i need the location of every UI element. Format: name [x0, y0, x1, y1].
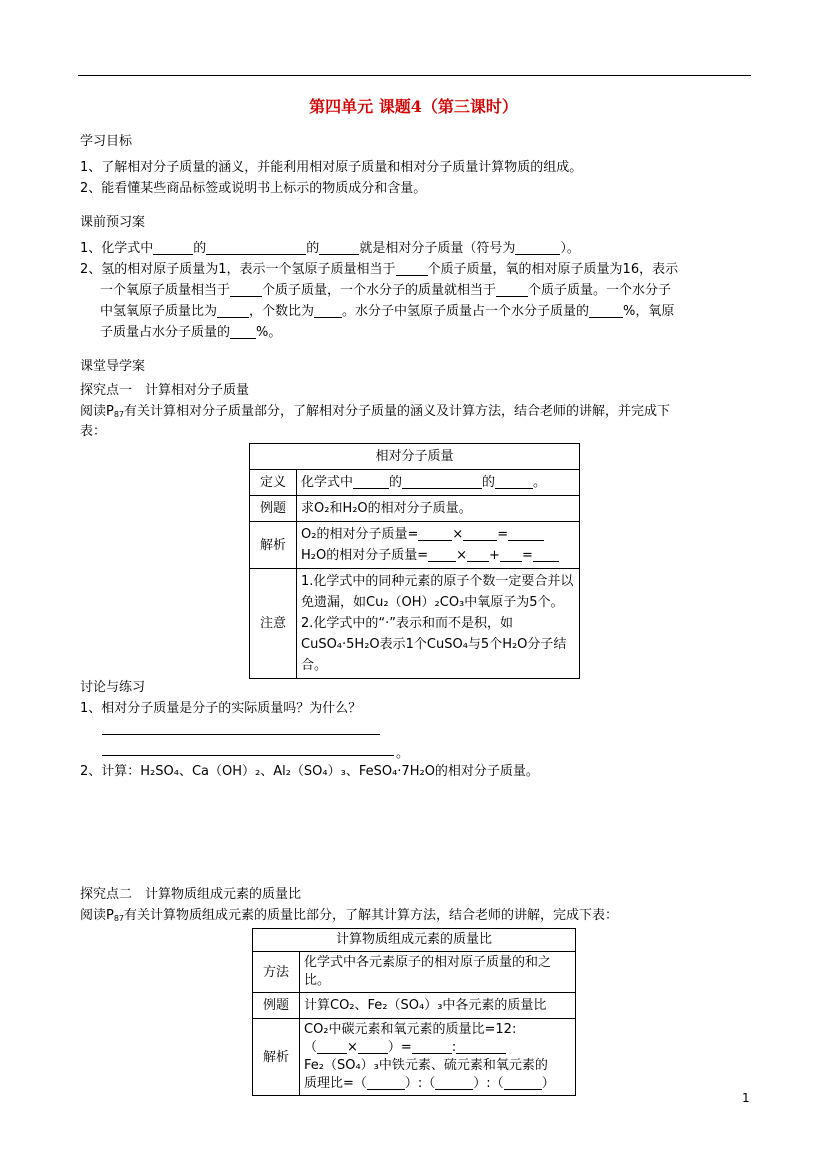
reading-text: 有关计算相对分子质量部分，了解相对分子质量的涵义及计算方法，结合老师的讲解，并完成下 — [124, 404, 671, 419]
point1-reading-end: 表： — [80, 424, 107, 439]
blank — [153, 240, 193, 255]
blank — [495, 474, 533, 489]
analysis-text: × — [347, 1040, 358, 1055]
header-rule — [78, 75, 751, 76]
preview-q2-text: 子质量占水分子质量的 — [100, 325, 231, 340]
reading-text: 阅读P — [80, 908, 114, 923]
analysis-line-1: CO₂中碳元素和氧元素的质量比=12: — [304, 1022, 517, 1037]
blank — [230, 282, 262, 297]
blank — [206, 240, 306, 255]
point1-heading: 探究点一 计算相对分子质量 — [80, 383, 250, 398]
method-cell: 化学式中各元素原子的相对原子质量的和之比。 — [300, 952, 576, 993]
preview-q1-text: 1、化学式中 — [80, 241, 154, 256]
point2-heading: 探究点二 计算物质组成元素的质量比 — [80, 887, 302, 902]
analysis-cell — [300, 1019, 576, 1096]
analysis-text: × — [456, 548, 468, 563]
preview-q1-text: ）。 — [560, 241, 580, 256]
row-label-example: 例题 — [253, 993, 300, 1019]
page-ref: 87 — [113, 410, 125, 419]
blank — [396, 261, 428, 276]
blank — [402, 474, 482, 489]
analysis-text: （ — [304, 1040, 318, 1055]
answer-line-2 — [102, 755, 394, 756]
example-cell: 求O₂和H₂O的相对分子质量。 — [297, 496, 580, 522]
example-cell: 计算CO₂、Fe₂（SO₄）₃中各元素的质量比 — [300, 993, 576, 1019]
preview-q2-line2 — [100, 280, 671, 302]
blank — [418, 526, 452, 541]
note-1: 1.化学式中的同种元素的原子个数一定要合并以免遗漏，如Cu₂（OH）₂CO₃中氧原子为5个。 — [301, 574, 574, 610]
relative-molecular-mass-table — [249, 443, 580, 679]
reading-text: 阅读P — [80, 404, 114, 419]
discussion-q1: 1、相对分子质量是分子的实际质量吗？为什么？ — [80, 701, 362, 716]
table-header: 相对分子质量 — [250, 444, 580, 470]
analysis-text: H₂O的相对分子质量= — [301, 548, 429, 563]
blank — [319, 240, 359, 255]
preview-q2-text: ，个数比为 — [249, 304, 315, 319]
discussion-heading: 讨论与练习 — [80, 680, 146, 695]
blank — [508, 526, 544, 541]
definition-text: 。 — [533, 475, 547, 490]
analysis-line-1 — [301, 524, 575, 545]
preview-q2-line4 — [100, 322, 281, 344]
definition-cell — [297, 470, 580, 496]
goal-item-2: 2、能看懂某些商品标签或说明书上标示的物质成分和含量。 — [80, 181, 427, 196]
preview-q1 — [80, 238, 580, 260]
preview-q2-line3 — [100, 301, 674, 323]
notes-cell — [297, 569, 580, 679]
analysis-text: : — [451, 1040, 457, 1055]
row-label-definition: 定义 — [250, 470, 297, 496]
blank — [500, 547, 522, 562]
row-label-analysis: 解析 — [250, 522, 297, 569]
preview-q2-text: 一个氧原子质量相当于 — [100, 283, 231, 298]
analysis-line-2 — [301, 545, 575, 566]
preview-q2-text: %，氧原 — [623, 304, 675, 319]
preview-q2-line1 — [80, 259, 678, 281]
preview-q2-text: 2、氢的相对原子质量为1，表示一个氢原子质量相当于 — [80, 262, 396, 277]
point1-reading — [80, 401, 670, 426]
definition-text: 的 — [389, 475, 403, 490]
preview-q1-text: 的 — [193, 241, 207, 256]
point2-reading — [80, 905, 618, 930]
analysis-text: = — [521, 548, 533, 563]
row-label-analysis: 解析 — [253, 1019, 300, 1096]
analysis-cell — [297, 522, 580, 569]
blank — [314, 303, 342, 318]
discussion-q2: 2、计算：H₂SO₄、Ca（OH）₂、Al₂（SO₄）₃、FeSO₄·7H₂O的相对分子质量。 — [80, 764, 539, 779]
analysis-text: ）:（ — [473, 1076, 504, 1091]
analysis-text: O₂的相对分子质量= — [301, 527, 419, 542]
blank — [358, 1039, 388, 1054]
definition-text: 的 — [482, 475, 496, 490]
goals-heading: 学习目标 — [80, 134, 133, 149]
preview-q2-text: 个质子质量。一个水分子 — [528, 283, 672, 298]
blank — [367, 1075, 405, 1090]
blank — [435, 1075, 473, 1090]
mass-ratio-table — [252, 928, 576, 1096]
definition-text: 化学式中 — [301, 475, 354, 490]
blank — [533, 547, 559, 562]
page-title: 第四单元 课题4（第三课时） — [309, 97, 518, 116]
blank — [217, 303, 249, 318]
analysis-line-3: Fe₂（SO₄）₃中铁元素、硫元素和氧元素的 — [304, 1058, 548, 1073]
page-number: 1 — [742, 1091, 750, 1105]
blank — [496, 282, 528, 297]
class-guide-heading: 课堂导学案 — [80, 359, 146, 374]
blank — [456, 1039, 506, 1054]
blank — [589, 303, 623, 318]
goal-item-1: 1、了解相对分子质量的涵义，并能利用相对原子质量和相对分子质量计算物质的组成。 — [80, 160, 583, 175]
analysis-line-2 — [304, 1039, 571, 1057]
analysis-text: ）= — [387, 1040, 412, 1055]
preview-q2-text: 。水分子中氢原子质量占一个水分子质量的 — [342, 304, 590, 319]
blank — [515, 240, 560, 255]
preview-q1-text: 就是相对分子质量（符号为 — [359, 241, 516, 256]
analysis-text: ）:（ — [404, 1076, 436, 1091]
blank — [412, 1039, 452, 1054]
analysis-text: + — [489, 548, 500, 563]
blank — [353, 474, 389, 489]
analysis-text: ） — [541, 1076, 555, 1091]
analysis-line-4 — [304, 1075, 571, 1093]
preview-q2-text: 个质子质量，氧的相对原子质量为16，表示 — [427, 262, 679, 277]
row-label-example: 例题 — [250, 496, 297, 522]
preview-q1-text: 的 — [306, 241, 320, 256]
analysis-text: × — [452, 527, 464, 542]
blank — [504, 1075, 542, 1090]
page-ref: 87 — [113, 914, 125, 923]
blank — [317, 1039, 347, 1054]
preview-heading: 课前预习案 — [80, 215, 146, 230]
row-label-notes: 注意 — [250, 569, 297, 679]
blank — [428, 547, 456, 562]
row-label-method: 方法 — [253, 952, 300, 993]
table-header: 计算物质组成元素的质量比 — [253, 929, 576, 952]
analysis-text: = — [497, 527, 509, 542]
analysis-text: 质理比=（ — [304, 1076, 367, 1091]
blank — [467, 547, 489, 562]
blank — [230, 324, 256, 339]
reading-text: 有关计算物质组成元素的质量比部分，了解其计算方法，结合老师的讲解，完成下表： — [124, 908, 619, 923]
preview-q2-text: %。 — [256, 325, 282, 340]
note-2: 2.化学式中的“·”表示和而不是积，如CuSO₄·5H₂O表示1个CuSO₄与5个H₂O分子结合。 — [301, 616, 567, 673]
preview-q2-text: 中氢氧原子质量比为 — [100, 304, 218, 319]
preview-q2-text: 个质子质量，一个水分子的质量就相当于 — [262, 283, 497, 298]
blank — [463, 526, 497, 541]
answer-end-mark: 。 — [396, 746, 410, 761]
answer-line-1 — [102, 734, 380, 735]
